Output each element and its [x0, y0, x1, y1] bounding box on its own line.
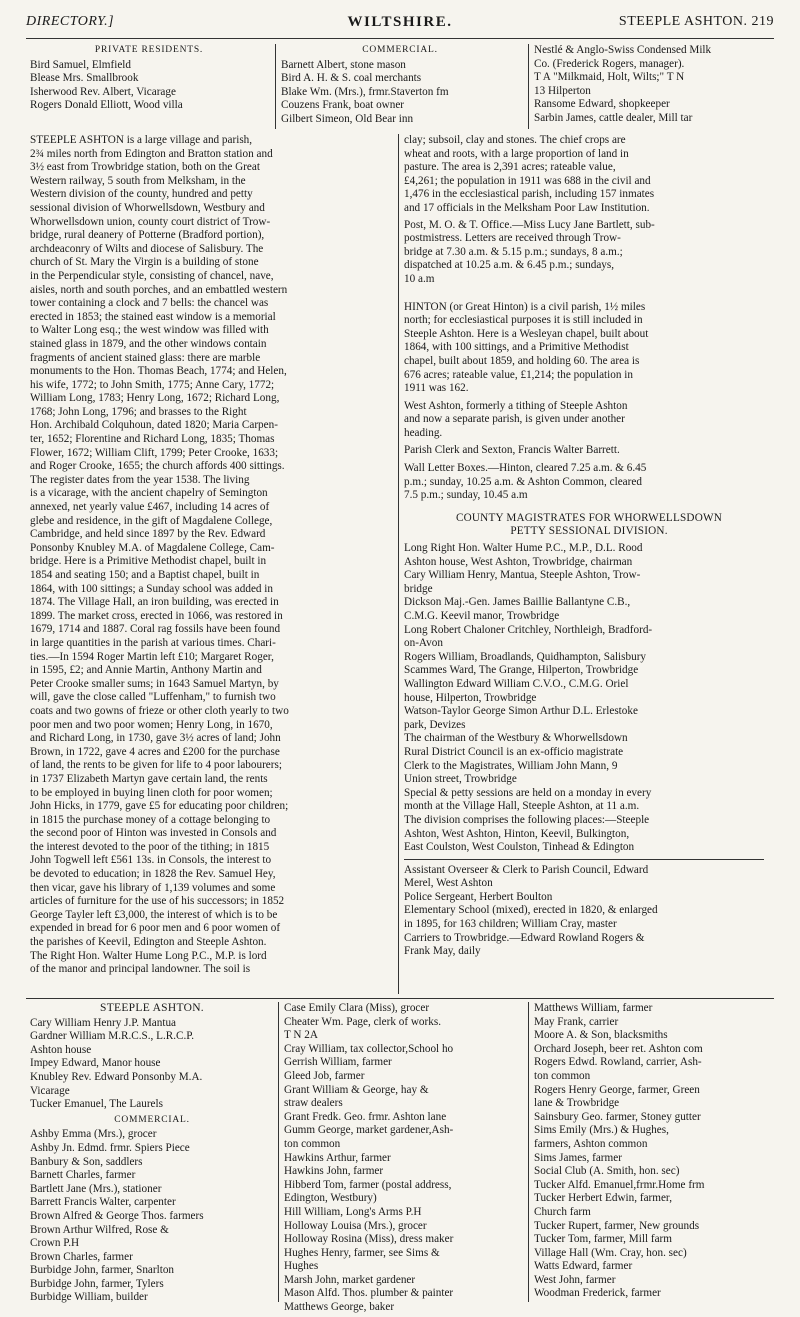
text-line: 2¾ miles north from Edington and Bratton station and — [30, 147, 273, 160]
text-line: Western division of the county, hundred and petty — [30, 188, 253, 201]
text-line: church of St. Mary the Virgin is a building of stone — [30, 256, 259, 269]
text-line: Elementary School (mixed), erected in 1820, & enlarged — [404, 904, 658, 917]
bottom-col-3 — [534, 1002, 778, 1301]
text-line: and now a separate parish, is given under another — [404, 413, 625, 426]
text-line: in 1737 Elizabeth Martyn gave certain land, the rents — [30, 772, 268, 785]
text-line: 10 a.m — [404, 272, 435, 285]
text-line: on-Avon — [404, 637, 443, 650]
text-line: Steeple Ashton. Here is a Wesleyan chapel, built about — [404, 327, 649, 340]
text-line: Matthews George, baker — [284, 1301, 395, 1314]
text-line: Banbury & Son, saddlers — [30, 1155, 143, 1168]
officials-list — [404, 864, 774, 959]
text-line: month at the Village Hall, Steeple Ashton, at 11 a.m. — [404, 800, 640, 813]
right-column — [404, 134, 774, 994]
text-line: Burbidge John, farmer, Snarlton — [30, 1264, 175, 1277]
text-line: Knubley Rev. Edward Ponsonby M.A. — [30, 1070, 203, 1083]
text-line: Frank May, daily — [404, 945, 481, 958]
west-ashton-note — [404, 400, 774, 441]
text-line: bridge at 7.30 a.m. & 5.15 p.m.; sundays, 8 a.m.; — [404, 245, 623, 258]
text-line: articles of furniture for the use of his successors; in 1852 — [30, 895, 285, 908]
text-line: the second poor of Hinton was invested in Consols and — [30, 827, 277, 840]
bottom-parish-heading: STEEPLE ASHTON. — [100, 1002, 204, 1014]
text-line: Cambridge, and held since 1897 by the Rev. Edward — [30, 528, 266, 541]
text-line: Ashton, West Ashton, Hinton, Keevil, Bulkington, — [404, 827, 630, 840]
top-commercial-continued — [534, 44, 778, 126]
text-line: John Togwell left £561 13s. in Consols, the interest to — [30, 854, 272, 867]
text-line: Watson-Taylor George Simon Arthur D.L. Erlestoke — [404, 705, 638, 718]
text-line: in 1895, for 163 children; William Cray, master — [404, 918, 617, 931]
text-line: Wall Letter Boxes.—Hinton, cleared 7.25 a.m. & 6.45 — [404, 462, 647, 475]
text-line: Burbidge William, builder — [30, 1291, 148, 1304]
text-line: farmers, Ashton common — [534, 1137, 648, 1150]
running-header — [26, 14, 774, 36]
text-line: Brown, in 1722, gave 4 acres and £200 for the purchase — [30, 745, 280, 758]
text-line: 1768; John Long, 1796; and brasses to the Right — [30, 405, 247, 418]
text-line: Tucker Alfd. Emanuel,frmr.Home frm — [534, 1178, 705, 1191]
text-line: Moore A. & Son, blacksmiths — [534, 1029, 668, 1042]
magistrates-title — [404, 512, 774, 539]
text-line: coats and two gowns of frieze or other cloth yearly to two — [30, 704, 289, 717]
text-line: Merel, West Ashton — [404, 877, 493, 890]
text-line: Hughes — [284, 1260, 319, 1273]
text-line: sessional division of Whorwellsdown, Westbury and — [30, 201, 265, 214]
text-line: postmistress. Letters are received through Trow- — [404, 232, 621, 245]
text-line: Vicarage — [30, 1084, 70, 1097]
text-line: bridge. Here is a Primitive Methodist chapel, built in — [30, 555, 267, 568]
officials-rule — [404, 859, 764, 860]
parish-clerk: Parish Clerk and Sexton, Francis Walter Barrett. — [404, 444, 620, 457]
text-line: Cray William, tax collector,School ho — [284, 1042, 454, 1055]
text-line: William Long, 1783; Henry Long, 1672; Richard Long, — [30, 392, 280, 405]
text-line: Peter Crooke smaller sums; in 1643 Samuel Martyn, by — [30, 677, 279, 690]
text-line: lane & Trowbridge — [534, 1097, 620, 1110]
bottom-divider-1 — [278, 1002, 279, 1302]
text-line: the parishes of Keevil, Edington and Steeple Ashton. — [30, 936, 267, 949]
text-line: £4,261; the population in 1911 was 688 in the civil and — [404, 174, 651, 187]
text-line: Flower, 1672; William Clift, 1799; Peter Crooke, 1633; — [30, 446, 279, 459]
top-commercial — [281, 44, 519, 127]
text-line: Mason Alfd. Thos. plumber & painter — [284, 1287, 454, 1300]
text-line: Special & petty sessions are held on a monday in every — [404, 786, 652, 799]
wall-letter-boxes — [404, 462, 774, 503]
bottom-col-2 — [284, 1002, 524, 1315]
text-line: Brown Arthur Wilfred, Rose & — [30, 1223, 169, 1236]
top-private-residents — [30, 44, 268, 113]
text-line: 1854 and seating 150; and a Baptist chapel, built in — [30, 569, 260, 581]
text-line: Woodman Frederick, farmer — [534, 1287, 661, 1300]
post-office — [404, 219, 774, 287]
text-line: Gumm George, market gardener,Ash- — [284, 1124, 454, 1137]
text-line: Barnett Albert, stone mason — [281, 58, 406, 71]
text-line: 676 acres; rateable value, £1,214; the population in — [404, 368, 633, 381]
text-line: Gilbert Simeon, Old Bear inn — [281, 112, 414, 125]
text-line: Ashby Jn. Edmd. frmr. Spiers Piece — [30, 1141, 190, 1154]
text-line: Hughes Henry, farmer, see Sims & — [284, 1246, 440, 1259]
text-line: Cary William Henry J.P. Mantua — [30, 1016, 177, 1029]
text-line: Rogers William, Broadlands, Quidhampton, Salisbury — [404, 650, 647, 663]
text-line: T N 2A — [284, 1029, 318, 1042]
text-line: bridge, rural deanery of Potterne (Bradford portion), — [30, 229, 265, 242]
header-left: DIRECTORY.] — [26, 14, 115, 29]
text-line: be devoted to education; in 1828 the Rev. Samuel Hey, — [30, 868, 276, 881]
text-line: Whorwellsdown union, county court district of Trow- — [30, 215, 271, 228]
text-line: Cheater Wm. Page, clerk of works. — [284, 1015, 441, 1028]
text-line: COUNTY MAGISTRATES FOR WHORWELLSDOWN — [455, 511, 723, 524]
text-line: ton common — [534, 1069, 591, 1082]
text-line: Village Hall (Wm. Cray, hon. sec) — [534, 1246, 687, 1259]
text-line: in 1815 the purchase money of a cottage belonging to — [30, 813, 271, 826]
text-line: Barnett Charles, farmer — [30, 1169, 136, 1182]
steeple-ashton-description — [30, 134, 392, 979]
text-line: wheat and roots, with a large proportion of land in — [404, 147, 629, 160]
text-line: Grant Fredk. Geo. frmr. Ashton lane — [284, 1110, 447, 1123]
text-line: Wallington Edward William C.V.O., C.M.G. Oriel — [404, 677, 629, 690]
text-line: straw dealers — [284, 1097, 343, 1110]
text-line: will, gave the close called "Luffenham," to furnish two — [30, 691, 276, 704]
text-line: Rogers Donald Elliott, Wood villa — [30, 99, 183, 112]
text-line: in large quantities in the parish at various times. Chari- — [30, 636, 276, 649]
text-line: in 1595, £2; and Annie Martin, Anthony Martin and — [30, 664, 262, 677]
text-line: Post, M. O. & T. Office.—Miss Lucy Jane Bartlett, sub- — [404, 218, 655, 231]
text-line: his wife, 1772; to John Smith, 1775; Anne Cary, 1772; — [30, 378, 275, 391]
text-line: 7.5 p.m.; sunday, 10.45 a.m — [404, 489, 528, 502]
text-line: East Coulston, West Coulston, Tinhead & Edington — [404, 841, 635, 854]
text-line: Edington, Westbury) — [284, 1192, 377, 1205]
text-line: stained glass in 1879, and the other windows contain — [30, 337, 267, 350]
text-line: Brown Charles, farmer — [30, 1250, 133, 1263]
text-line: Sainsbury Geo. farmer, Stoney gutter — [534, 1110, 701, 1123]
text-line: is a vicarage, with the ancient chapelry of Semington — [30, 487, 268, 500]
text-line: house, Hilperton, Trowbridge — [404, 691, 537, 704]
text-line: 1899. The market cross, erected in 1066, was restored in — [30, 609, 283, 622]
text-line: Crown P.H — [30, 1237, 80, 1250]
text-line: Co. (Frederick Rogers, manager). — [534, 57, 685, 70]
text-line: then vicar, gave his library of 1,139 volumes and some — [30, 881, 276, 894]
text-line: 13 Hilperton — [534, 84, 591, 97]
text-line: ties.—In 1594 Roger Martin left £10; Margaret Roger, — [30, 650, 274, 663]
text-line: Bird Samuel, Elmfield — [30, 58, 131, 71]
text-line: tower containing a clock and 7 bells: the chancel was — [30, 297, 269, 310]
text-line: Hill William, Long's Arms P.H — [284, 1205, 422, 1218]
text-line: ton common — [284, 1137, 341, 1150]
text-line: the interest devoted to the poor of the tithing; in 1815 — [30, 840, 270, 853]
text-line: Holloway Rosina (Miss), dress maker — [284, 1233, 454, 1246]
text-line: Tucker Tom, farmer, Mill farm — [534, 1233, 672, 1246]
text-line: Burbidge John, farmer, Tylers — [30, 1277, 164, 1290]
text-line: The division comprises the following places:—Steeple — [404, 813, 650, 826]
text-line: Hibberd Tom, farmer (postal address, — [284, 1178, 452, 1191]
text-line: and Richard Long, in 1730, gave 3½ acres of land; John — [30, 732, 281, 745]
text-line: Orchard Joseph, beer ret. Ashton com — [534, 1042, 703, 1055]
text-line: Barrett Francis Walter, carpenter — [30, 1196, 176, 1209]
text-line: Western railway, 5 south from Melksham, in the — [30, 174, 246, 187]
text-line: archdeaconry of Wilts and diocese of Salisbury. The — [30, 242, 264, 255]
private-heading: PRIVATE RESIDENTS. — [94, 45, 204, 55]
text-line: West John, farmer — [534, 1273, 616, 1286]
text-line: glebe and residence, in the gift of Magdalene College, — [30, 514, 273, 527]
soil-and-population — [404, 134, 774, 216]
text-line: Bird A. H. & S. coal merchants — [281, 72, 422, 85]
text-line: PETTY SESSIONAL DIVISION. — [510, 525, 668, 538]
text-line: Gardner William M.R.C.S., L.R.C.P. — [30, 1030, 195, 1043]
text-line: Cary William Henry, Mantua, Steeple Ashton, Trow- — [404, 569, 641, 582]
text-line: Clerk to the Magistrates, William John Mann, 9 — [404, 759, 618, 772]
text-line: Tucker Rupert, farmer, New grounds — [534, 1219, 700, 1232]
text-line: Gerrish William, farmer — [284, 1056, 392, 1069]
text-line: Sarbin James, cattle dealer, Mill tar — [534, 111, 693, 124]
text-line: Dickson Maj.-Gen. James Baillie Ballantyne C.B., — [404, 596, 631, 609]
text-line: Rogers Edwd. Rowland, carrier, Ash- — [534, 1056, 702, 1069]
text-line: Church farm — [534, 1205, 591, 1218]
text-line: poor men and two poor women; Henry Long, in 1670, — [30, 718, 273, 731]
text-line: Gleed Job, farmer — [284, 1069, 365, 1082]
text-line: May Frank, carrier — [534, 1015, 619, 1028]
text-line: pasture. The area is 2,391 acres; rateable value, — [404, 161, 616, 174]
text-line: dispatched at 10.25 a.m. & 6.45 p.m.; sundays, — [404, 259, 615, 272]
text-line: of the manor and principal landowner. The soil is — [30, 963, 251, 976]
text-line: to Walter Long esq.; the west window was filled with — [30, 324, 269, 337]
text-line: Impey Edward, Manor house — [30, 1057, 161, 1070]
text-line: to be employed in buying linen cloth for poor women; — [30, 786, 273, 799]
text-line: Carriers to Trowbridge.—Edward Rowland Rogers & — [404, 931, 645, 944]
text-line: Ransome Edward, shopkeeper — [534, 98, 670, 111]
bottom-block-rule — [26, 998, 774, 999]
text-line: George Tayler left £3,000, the interest of which is to be — [30, 908, 278, 921]
text-line: in the Perpendicular style, consisting of chancel, nave, — [30, 269, 274, 282]
text-line: Watts Edward, farmer — [534, 1260, 633, 1273]
text-line: Nestlé & Anglo-Swiss Condensed Milk — [534, 44, 712, 56]
text-line: clay; subsoil, clay and stones. The chief crops are — [404, 134, 626, 146]
text-line: STEEPLE ASHTON is a large village and parish, — [30, 134, 253, 146]
text-line: of land, the rents to be given for life to 4 poor labourers; — [30, 759, 282, 772]
text-line: Police Sergeant, Herbert Boulton — [404, 890, 553, 903]
text-line: ter, 1652; Florentine and Richard Long, 1835; Thomas — [30, 433, 275, 446]
text-line: Grant William & George, hay & — [284, 1083, 429, 1096]
text-line: Ashton house, West Ashton, Trowbridge, chairman — [404, 555, 633, 568]
text-line: 1864, with 100 sittings; a Sunday school was added in — [30, 582, 274, 595]
text-line: annexed, net yearly value £467, including 14 acres of — [30, 501, 270, 514]
header-rule — [26, 38, 774, 39]
text-line: Long Right Hon. Walter Hume P.C., M.P., D.L. Rood — [404, 542, 643, 555]
header-county: WILTSHIRE. — [347, 14, 453, 30]
text-line: Case Emily Clara (Miss), grocer — [284, 1002, 430, 1014]
text-line: Hawkins Arthur, farmer — [284, 1151, 391, 1164]
text-line: Bartlett Jane (Mrs.), stationer — [30, 1182, 162, 1195]
text-line: Brown Alfred & George Thos. farmers — [30, 1209, 204, 1222]
commercial-heading: COMMERCIAL. — [362, 45, 438, 55]
bottom-col-1 — [30, 1002, 274, 1305]
text-line: 1679, 1714 and 1887. Coral rag fossils have been found — [30, 623, 281, 636]
top-divider-1 — [275, 44, 276, 129]
text-line: heading. — [404, 426, 443, 439]
text-line: bridge — [404, 582, 433, 595]
body-divider — [398, 134, 399, 994]
top-divider-2 — [528, 44, 529, 129]
magistrates-list — [404, 542, 774, 855]
text-line: Assistant Overseer & Clerk to Parish Council, Edward — [404, 863, 649, 876]
text-line: Marsh John, market gardener — [284, 1273, 416, 1286]
hinton-description — [404, 301, 774, 396]
text-line: Social Club (A. Smith, hon. sec) — [534, 1165, 680, 1178]
text-line: Scammes Ward, The Grange, Hilperton, Trowbridge — [404, 664, 639, 677]
text-line: Rogers Henry George, farmer, Green — [534, 1083, 700, 1096]
text-line: Rural District Council is an ex-officio magistrate — [404, 745, 624, 758]
text-line: C.M.G. Keevil manor, Trowbridge — [404, 610, 560, 622]
text-line: erected in 1853; the stained east window is a memorial — [30, 310, 276, 323]
text-line: Hon. Archibald Colquhoun, dated 1820; Maria Carpen- — [30, 419, 278, 432]
text-line: Isherwood Rev. Albert, Vicarage — [30, 85, 176, 98]
text-line: 1,476 in the ecclesiastical parish, including 157 inmates — [404, 188, 655, 201]
text-line: Sims Emily (Mrs.) & Hughes, — [534, 1124, 669, 1137]
text-line: Ashton house — [30, 1043, 92, 1056]
text-line: The Right Hon. Walter Hume Long P.C., M.P. is lord — [30, 949, 267, 962]
text-line: Union street, Trowbridge — [404, 773, 517, 786]
text-line: Ponsonby Knubley M.A. of Magdalene College, Cam- — [30, 541, 275, 554]
header-right: STEEPLE ASHTON. 219 — [618, 14, 774, 29]
text-line: Blake Wm. (Mrs.), frmr.Staverton fm — [281, 85, 449, 98]
text-line: Tucker Emanuel, The Laurels — [30, 1098, 163, 1111]
text-line: West Ashton, formerly a tithing of Steeple Ashton — [404, 399, 628, 412]
text-line: monuments to the Hon. Thomas Beach, 1774; and Helen, — [30, 365, 287, 378]
text-line: Long Robert Chaloner Critchley, Northleigh, Bradford- — [404, 623, 653, 636]
text-line: Ashby Emma (Mrs.), grocer — [30, 1128, 157, 1141]
text-line: and 17 officials in the Melksham Poor Law Institution. — [404, 201, 650, 214]
text-line: Holloway Louisa (Mrs.), grocer — [284, 1219, 427, 1232]
bottom-commercial-heading: COMMERCIAL. — [114, 1114, 190, 1125]
text-line: Sims James, farmer — [534, 1151, 622, 1164]
text-line: north; for ecclesiastical purposes it is still included in — [404, 314, 643, 327]
text-line: Tucker Herbert Edwin, farmer, — [534, 1192, 673, 1205]
text-line: Matthews William, farmer — [534, 1002, 653, 1014]
text-line: and Roger Crooke, 1655; the church affords 400 sittings. — [30, 460, 285, 473]
text-line: 3½ east from Trowbridge station, both on the Great — [30, 161, 260, 174]
text-line: The chairman of the Westbury & Whorwellsdown — [404, 732, 628, 745]
text-line: 1911 was 162. — [404, 382, 469, 395]
bottom-divider-2 — [528, 1002, 529, 1302]
text-line: Blease Mrs. Smallbrook — [30, 72, 139, 85]
text-line: aisles, north and south porches, and an embattled western — [30, 283, 288, 296]
text-line: John Hicks, in 1779, gave £5 for educating poor children; — [30, 800, 289, 813]
text-line: park, Devizes — [404, 718, 466, 731]
text-line: T A "Milkmaid, Holt, Wilts;" T N — [534, 71, 685, 84]
text-line: expended in bread for 6 poor men and 6 poor women of — [30, 922, 281, 935]
text-line: HINTON (or Great Hinton) is a civil parish, 1½ miles — [404, 300, 646, 313]
text-line: 1864, with 100 sittings, and a Primitive Methodist — [404, 341, 629, 354]
text-line: fragments of ancient stained glass: there are marble — [30, 351, 261, 364]
text-line: Hawkins John, farmer — [284, 1165, 384, 1178]
text-line: p.m.; sunday, 10.25 a.m. & Ashton Common, cleared — [404, 475, 642, 488]
text-line: Couzens Frank, boat owner — [281, 99, 405, 112]
text-line: The register dates from the year 1538. The living — [30, 473, 250, 486]
text-line: 1874. The Village Hall, an iron building, was erected in — [30, 596, 279, 609]
text-line: chapel, built about 1859, and holding 60. The area is — [404, 354, 640, 367]
